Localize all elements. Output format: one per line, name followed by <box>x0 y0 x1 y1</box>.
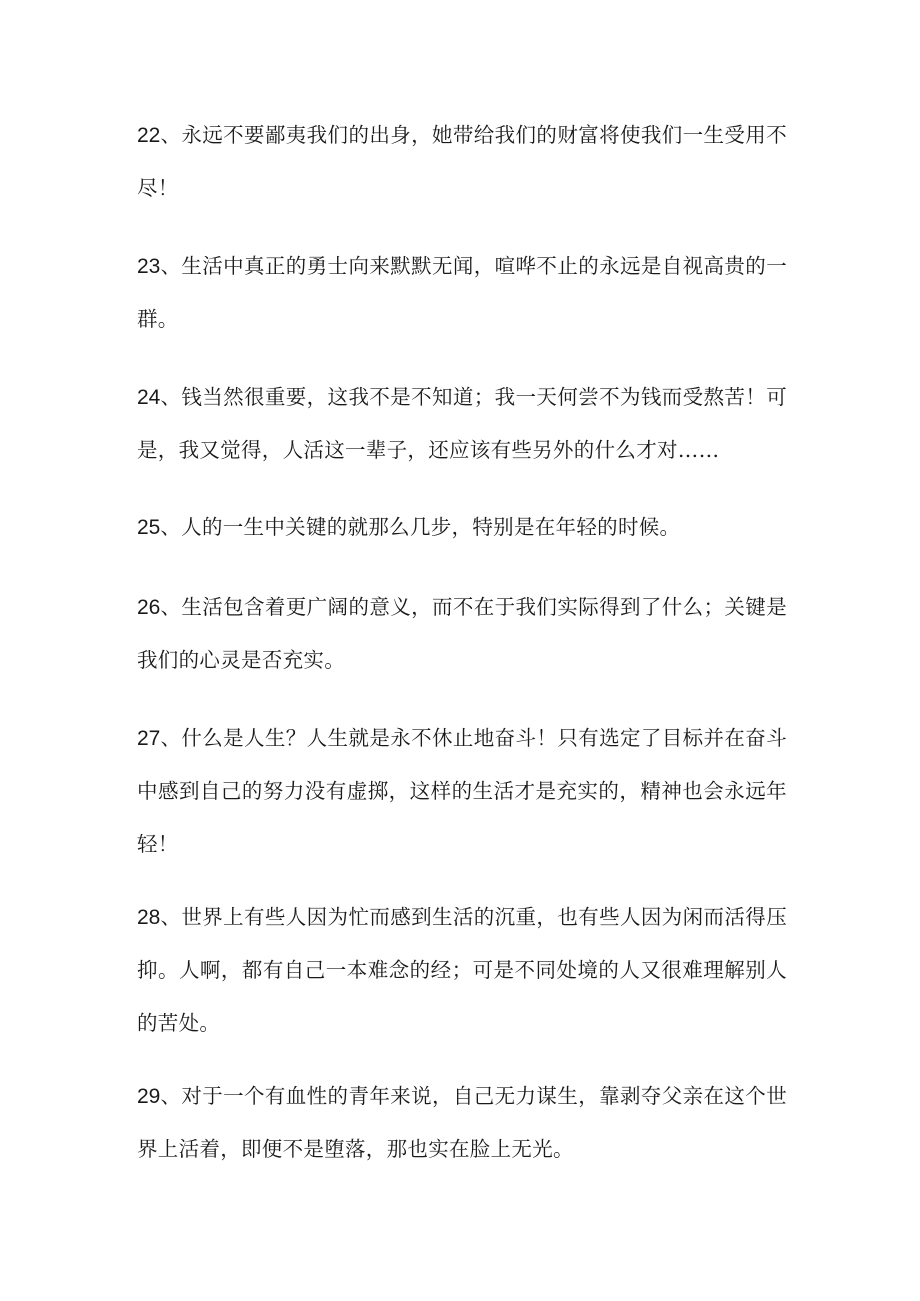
quote-27 <box>137 712 787 871</box>
quote-22 <box>137 109 787 215</box>
quote-26 <box>137 581 787 687</box>
quote-23 <box>137 240 787 346</box>
quote-text: 、人的一生中关键的就那么几步，特别是在年轻的时候。 <box>160 515 681 539</box>
quote-number: 28 <box>137 906 161 929</box>
quote-28 <box>137 891 787 1050</box>
quote-number: 22 <box>137 124 161 147</box>
quote-number: 27 <box>137 727 161 750</box>
quote-text: 、对于一个有血性的青年来说，自己无力谋生，靠剥夺父亲在这个世界上活着，即便不是堕落，那也实在脸上无光。 <box>137 1084 787 1161</box>
quote-number: 29 <box>137 1085 161 1108</box>
quote-text: 、世界上有些人因为忙而感到生活的沉重，也有些人因为闲而活得压抑。人啊，都有自己一本难念的经；可是不同处境的人又很难理解别人的苦处。 <box>137 905 787 1035</box>
quote-text: 、永远不要鄙夷我们的出身，她带给我们的财富将使我们一生受用不尽！ <box>137 123 787 200</box>
quote-24 <box>137 371 787 477</box>
quote-number: 24 <box>137 386 161 409</box>
quote-number: 23 <box>137 255 161 278</box>
quote-text: 、生活包含着更广阔的意义，而不在于我们实际得到了什么；关键是我们的心灵是否充实。 <box>137 595 787 672</box>
quote-25 <box>137 501 787 554</box>
quote-text: 、钱当然很重要，这我不是不知道；我一天何尝不为钱而受熬苦！可是，我又觉得，人活这一辈子，还应该有些另外的什么才对…… <box>137 385 787 462</box>
quote-text: 、什么是人生？人生就是永不休止地奋斗！只有选定了目标并在奋斗中感到自己的努力没有虚掷，这样的生活才是充实的，精神也会永远年轻！ <box>137 726 787 856</box>
quote-number: 26 <box>137 596 161 619</box>
quote-number: 25 <box>137 516 161 539</box>
quote-29 <box>137 1070 787 1176</box>
quote-text: 、生活中真正的勇士向来默默无闻，喧哗不止的永远是自视高贵的一群。 <box>137 254 787 331</box>
